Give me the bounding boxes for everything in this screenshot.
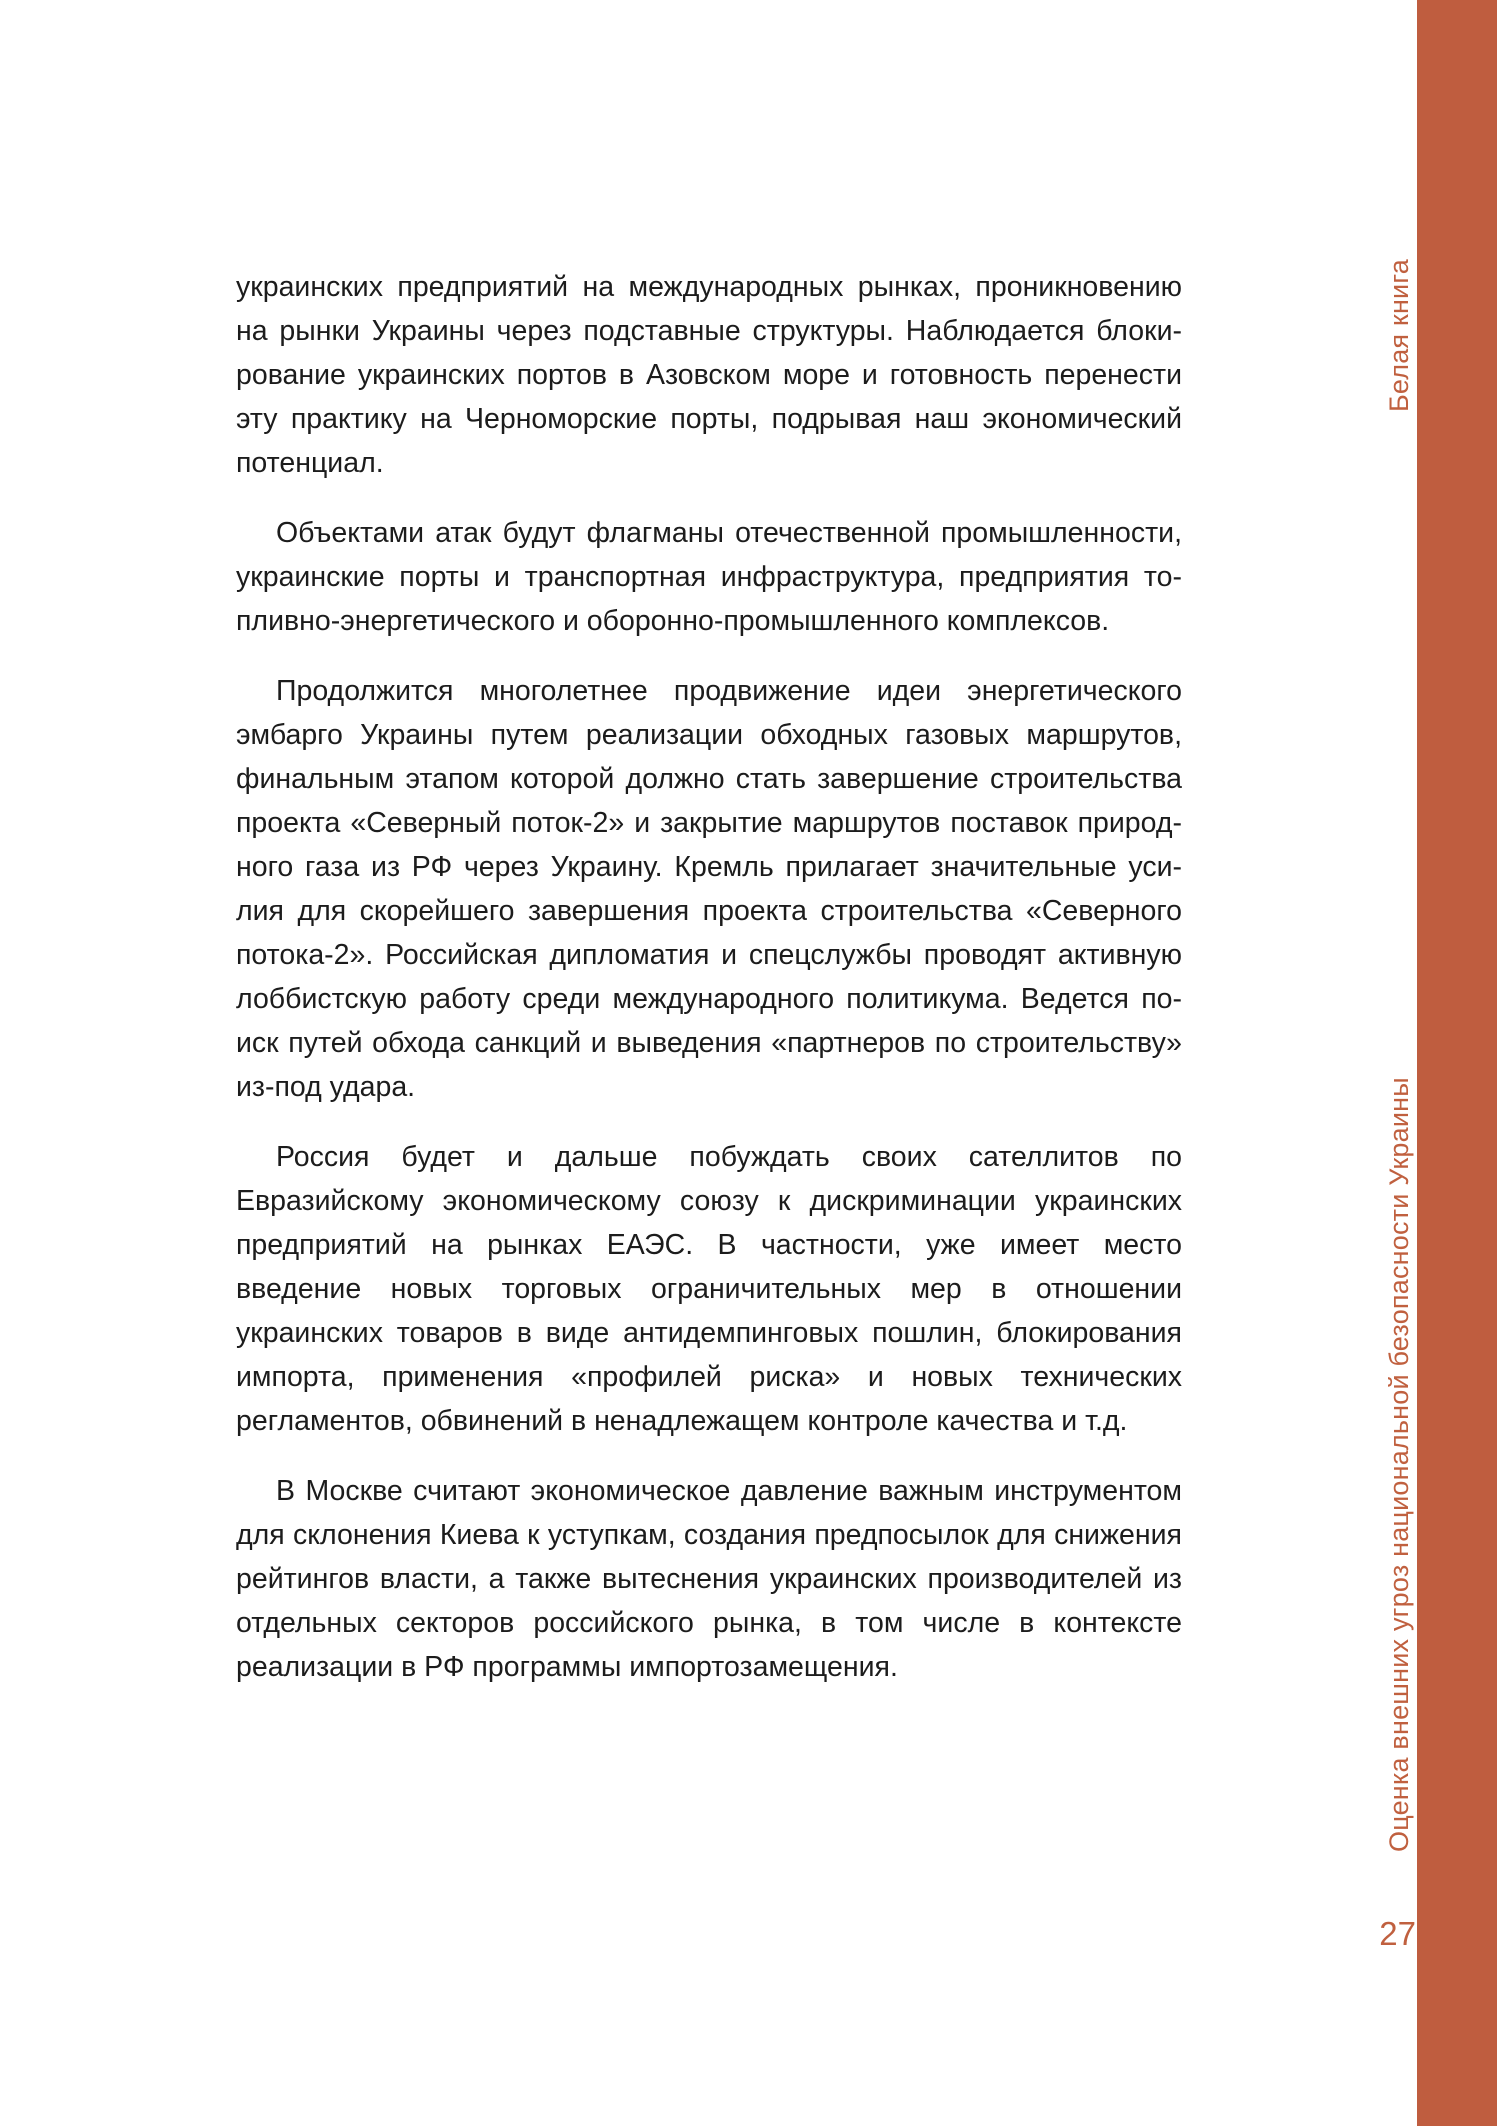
paragraph-4: Россия будет и дальше побуждать своих сателлитов по Евразийскому экономическому союзу к дискриминации украинских предприятий на рынках ЕАЭС. В частности, уже имеет место введение новых торговых ограничительных мер в отношении украинских товаров в виде антидемпинговых пошлин, блокирования импорта, применения «профилей риска» и новых технических регламентов, обвинений в ненадлежащем контроле качества и т.д. bbox=[236, 1141, 1182, 1437]
paragraph-2: Объектами атак будут флагманы отечественной промышленности, украинские порты и транспортная инфраструктура, предприятия топливно-энергетического и оборонно-промышленного комплексов. bbox=[236, 517, 1182, 637]
paragraph-1: украинских предприятий на международных рынках, проникновению на рынки Украины через подставные структуры. Наблюдается блокирование украинских портов в Азовском море и готовность перенести эту практику на Черноморские порты, подрывая наш экономический потенциал. bbox=[236, 271, 1182, 479]
side-color-band bbox=[1417, 0, 1497, 2126]
page-number: 27 bbox=[1379, 1915, 1416, 1952]
body-text bbox=[236, 265, 1182, 1715]
paragraph-3: Продолжится многолетнее продвижение идеи энергетического эмбарго Украины путем реализации обходных газовых маршрутов, финальным этапом которой должно стать завершение строительства проекта «Северный поток-2» и закрытие маршрутов поставок природного газа из РФ через Украину. Кремль прилагает значительные усилия для скорейшего завершения проекта строительства «Северного потока-2». Российская дипломатия и спецслужбы проводят активную лоббистскую работу среди международного политикума. Ведется поиск путей обхода санкций и выведения «партнеров по строительству» из-под удара. bbox=[236, 675, 1182, 1103]
paragraph-5: В Москве считают экономическое давление важным инструментом для склонения Киева к уступкам, создания предпосылок для снижения рейтингов власти, а также вытеснения украинских производителей из отдельных секторов российского рынка, в том числе в контексте реализации в РФ программы импортозамещения. bbox=[236, 1475, 1182, 1683]
running-title-book: Белая книга bbox=[1384, 258, 1414, 412]
running-title-report: Оценка внешних угроз национальной безопасности Украины bbox=[1384, 1077, 1414, 1852]
